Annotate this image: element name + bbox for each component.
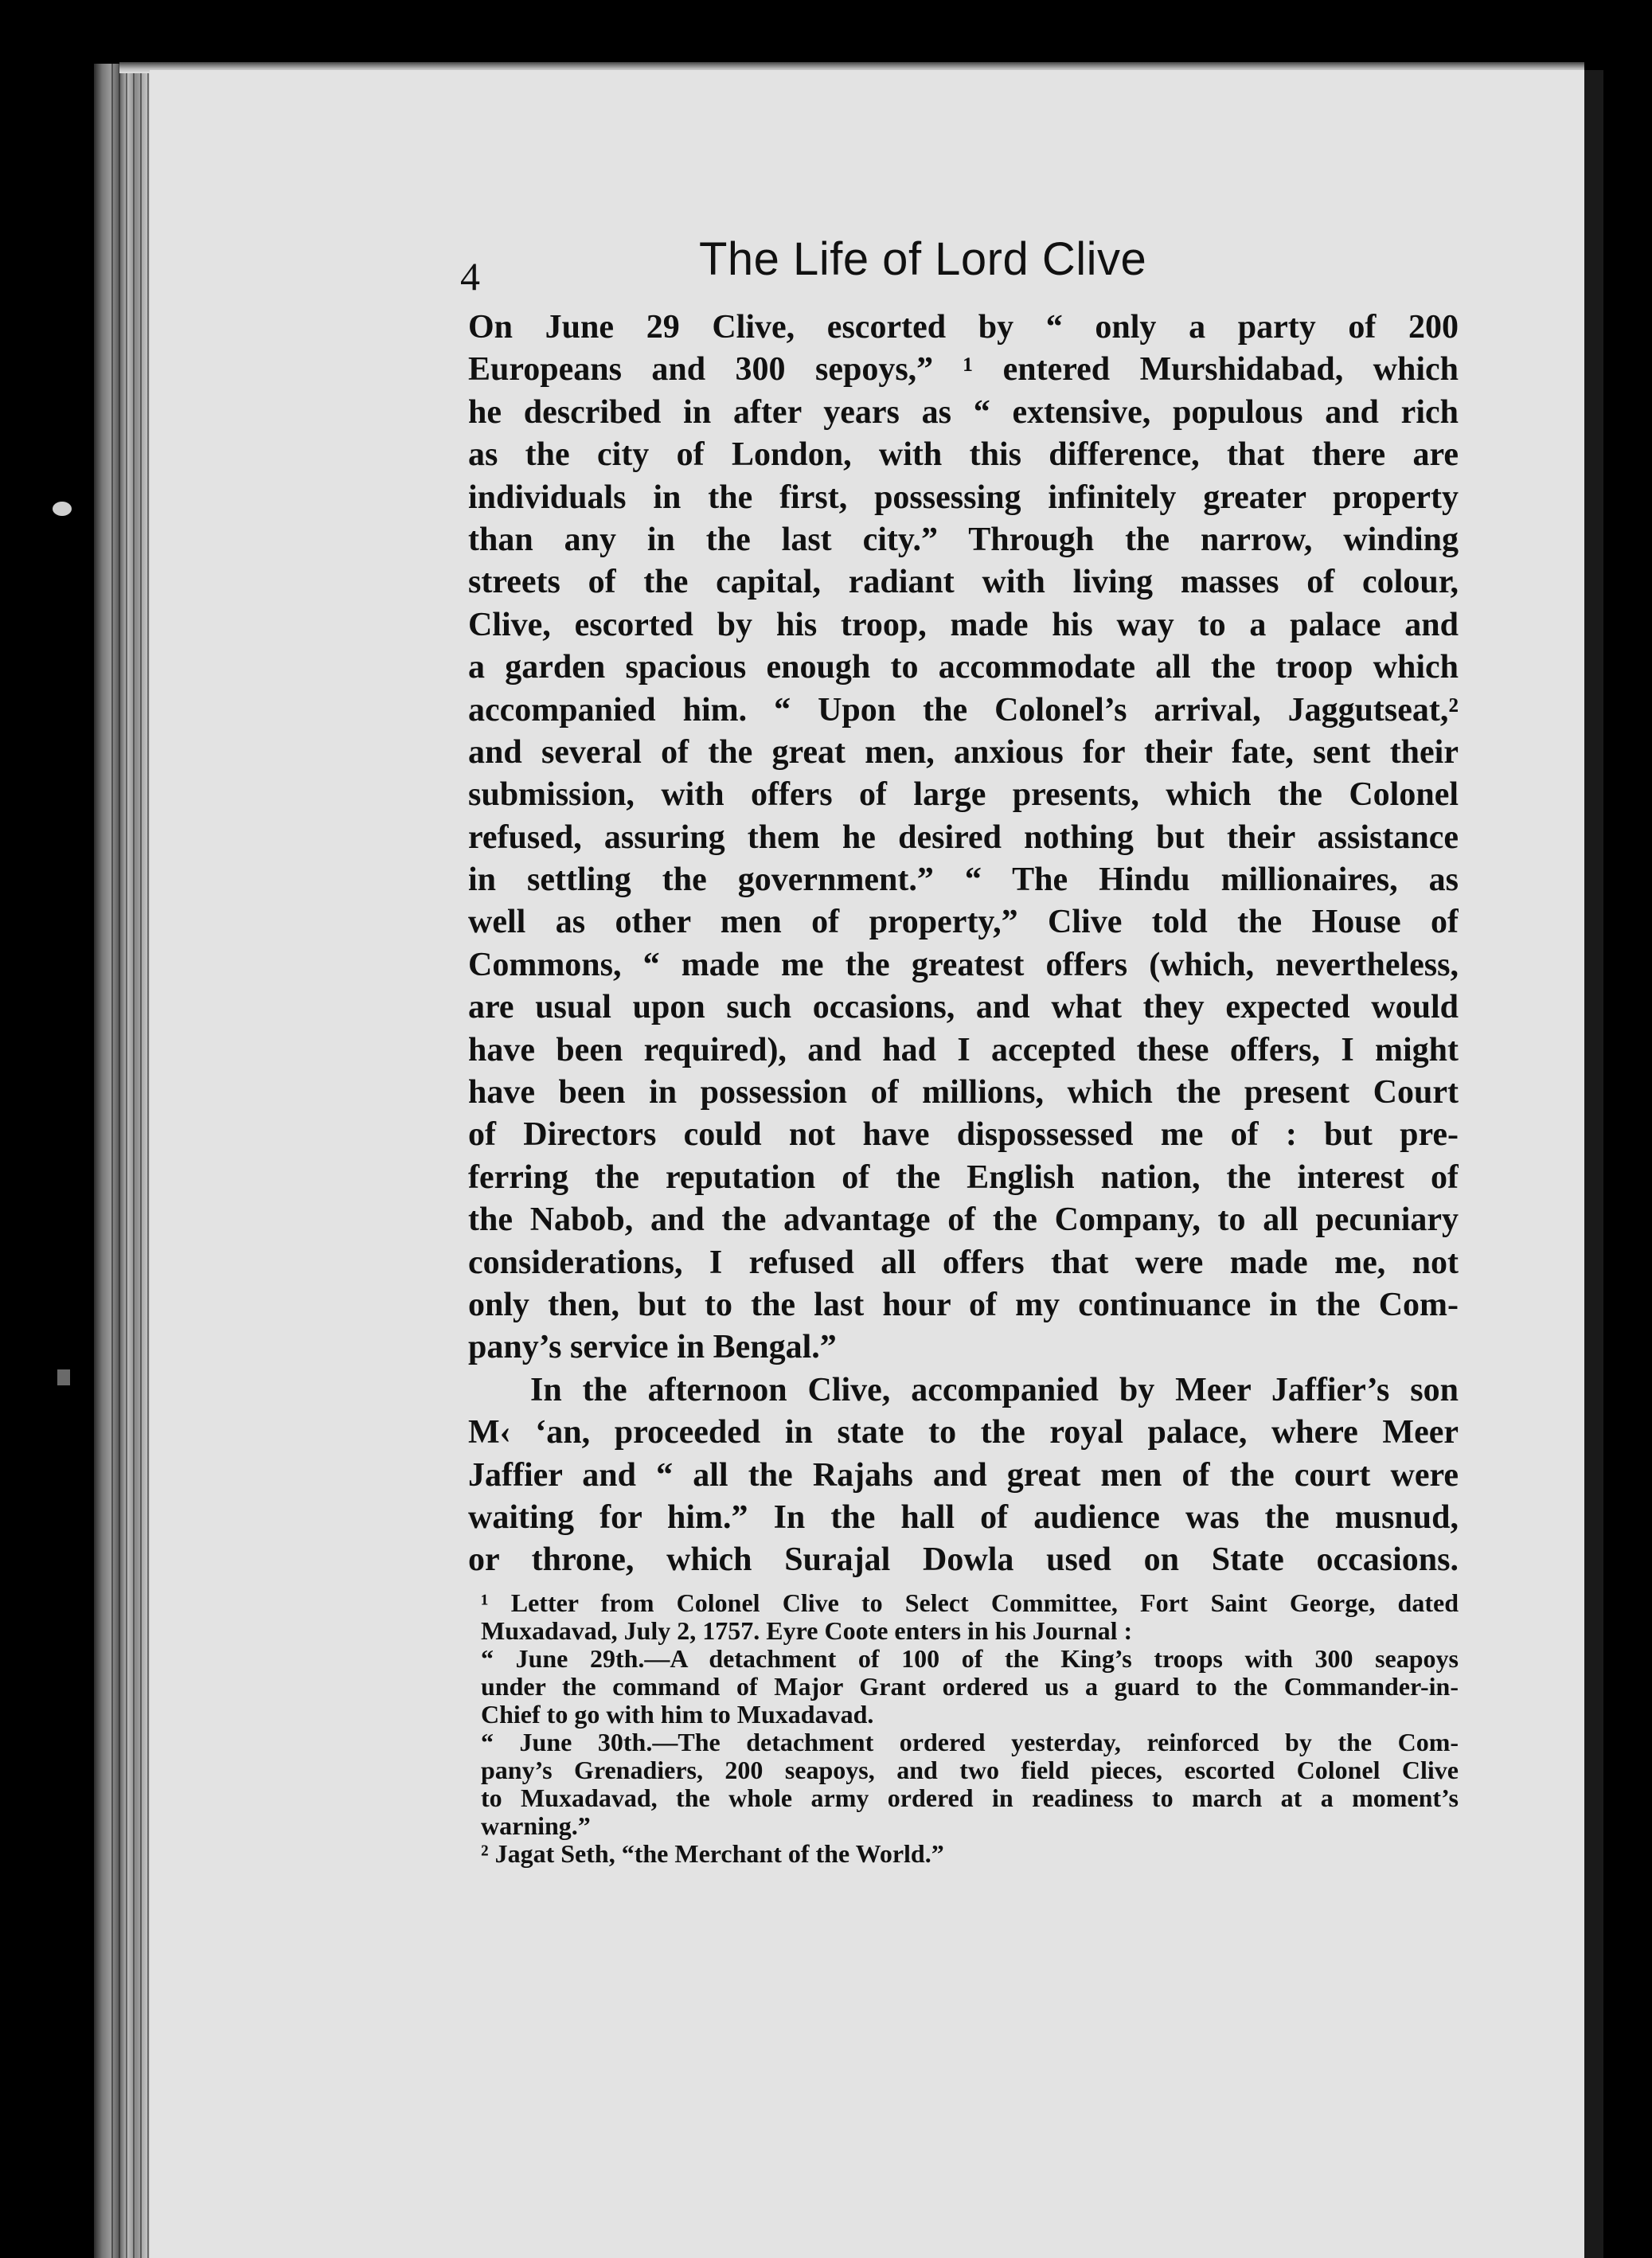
footnote-line: “ June 30th.—The detachment ordered yesterday, reinforced by the Com- <box>481 1729 1459 1756</box>
footnote-line: warning.” <box>481 1812 591 1840</box>
page-number: 4 <box>460 254 480 299</box>
text-line: streets of the capital, radiant with living masses of colour, <box>468 564 1459 601</box>
scan-artifact-mark <box>53 502 72 516</box>
scan-artifact-mark <box>57 1369 70 1385</box>
footnotes <box>481 1589 1459 1868</box>
text-line: have been required), and had I accepted these offers, I might <box>468 1031 1459 1068</box>
footnote-line: Muxadavad, July 2, 1757. Eyre Coote enters in his Journal : <box>481 1617 1133 1645</box>
text-line: are usual upon such occasions, and what they expected would <box>468 989 1459 1026</box>
text-line: or throne, which Surajal Dowla used on State occasions. <box>468 1541 1459 1579</box>
footnote-line: “ June 29th.—A detachment of 100 of the King’s troops with 300 seapoys <box>481 1645 1459 1673</box>
text-line: Commons, “ made me the greatest offers (which, nevertheless, <box>468 946 1459 983</box>
text-line: of Directors could not have dispossessed me of : but pre- <box>468 1116 1459 1154</box>
text-line: ferring the reputation of the English nation, the interest of <box>468 1158 1459 1196</box>
text-line: individuals in the first, possessing infinitely greater property <box>468 479 1459 516</box>
page-right-edge <box>1584 70 1603 2258</box>
text-line: On June 29 Clive, escorted by “ only a party of 200 <box>468 309 1459 346</box>
text-line: considerations, I refused all offers that were made me, not <box>468 1244 1459 1281</box>
text-line: well as other men of property,” Clive told the House of <box>468 904 1459 941</box>
text-line: Jaffier and “ all the Rajahs and great men of the court were <box>468 1456 1459 1494</box>
text-line: pany’s service in Bengal.” <box>468 1329 837 1366</box>
body-text <box>468 307 1459 1582</box>
footnote-line: Chief to go with him to Muxadavad. <box>481 1701 874 1729</box>
text-line: accompanied him. “ Upon the Colonel’s arrival, Jaggutseat,² <box>468 691 1459 729</box>
text-line: only then, but to the last hour of my continuance in the Com- <box>468 1286 1459 1323</box>
footnote-line: ¹ Letter from Colonel Clive to Select Committee, Fort Saint George, dated <box>481 1589 1459 1617</box>
text-line: M‹ ‘an, proceeded in state to the royal palace, where Meer <box>468 1414 1459 1451</box>
text-line: Europeans and 300 sepoys,” ¹ entered Murshidabad, which <box>468 351 1459 389</box>
text-line: as the city of London, with this difference, that there are <box>468 436 1459 474</box>
text-line: Clive, escorted by his troop, made his way to a palace and <box>468 606 1459 643</box>
text-line: waiting for him.” In the hall of audience was the musnud, <box>468 1498 1459 1536</box>
text-line: in settling the government.” “ The Hindu millionaires, as <box>468 861 1459 899</box>
footnote-line: ² Jagat Seth, “the Merchant of the World.” <box>481 1840 944 1868</box>
text-line: have been in possession of millions, which the present Court <box>468 1074 1459 1111</box>
text-line: In the afternoon Clive, accompanied by Meer Jaffier’s son <box>530 1371 1459 1408</box>
text-line: the Nabob, and the advantage of the Company, to all pecuniary <box>468 1201 1459 1239</box>
text-line: a garden spacious enough to accommodate all the troop which <box>468 649 1459 686</box>
footnote-line: to Muxadavad, the whole army ordered in readiness to march at a moment’s <box>481 1784 1459 1812</box>
footnote-line: pany’s Grenadiers, 200 seapoys, and two field pieces, escorted Colonel Clive <box>481 1756 1459 1784</box>
text-line: than any in the last city.” Through the narrow, winding <box>468 521 1459 558</box>
text-line: he described in after years as “ extensive, populous and rich <box>468 393 1459 431</box>
footnote-line: under the command of Major Grant ordered us a guard to the Commander-in- <box>481 1673 1459 1701</box>
running-head-title: The Life of Lord Clive <box>699 233 1147 285</box>
text-line: submission, with offers of large presents, which the Colonel <box>468 776 1459 814</box>
text-line: refused, assuring them he desired nothing but their assistance <box>468 818 1459 856</box>
text-line: and several of the great men, anxious for their fate, sent their <box>468 733 1459 771</box>
